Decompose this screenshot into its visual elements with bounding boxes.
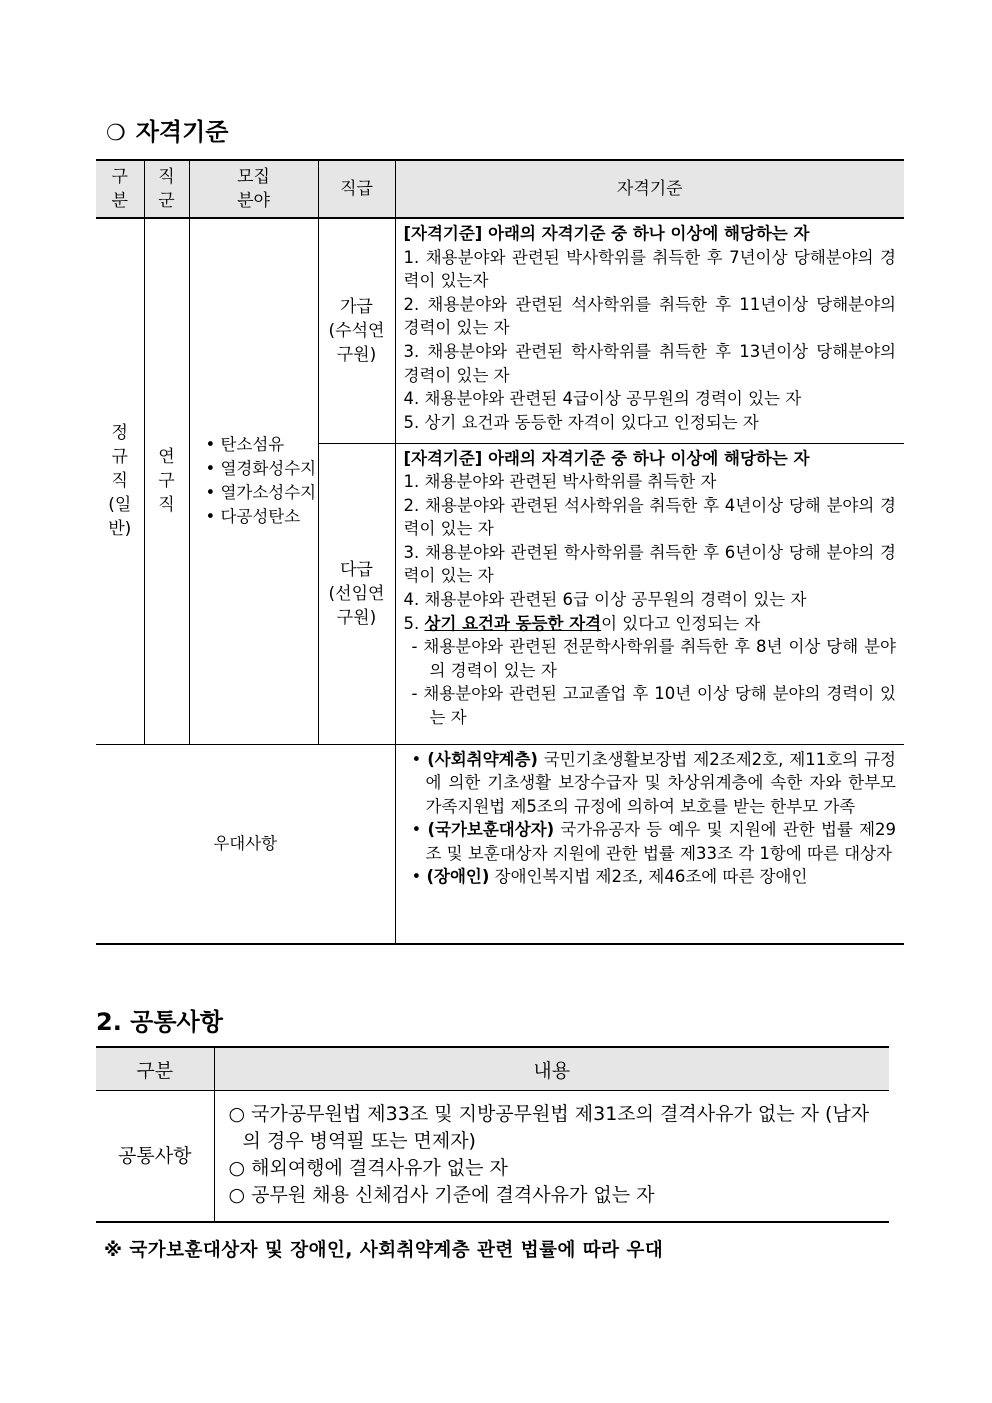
jikgun-cell: 연 구 직 [144, 218, 189, 744]
preference-label: 우대사항 [96, 744, 395, 944]
table-row [96, 744, 904, 944]
list-item: • (국가보훈대상자) 국가유공자 등 예우 및 지원에 관한 법률 제29조 및 보훈대상자 지원에 관한 법률 제33조 각 1항에 따른 대상자 [411, 820, 897, 863]
list-item: ○ 해외여행에 결격사유가 없는 자 [228, 1157, 508, 1179]
table-row [96, 218, 904, 443]
grade-cell: 다급 (선임연 구원) [318, 443, 395, 744]
list-item: 5. 상기 요건과 동등한 자격이 있다고 인정되는 자 [403, 613, 761, 633]
list-item: 4. 채용분야와 관련된 4급이상 공무원의 경력이 있는 자 [403, 389, 802, 409]
list-item: 3. 채용분야와 관련된 학사학위를 취득한 후 6년이상 당해 분야의 경력이 있는 자 [403, 542, 896, 586]
list-item: • 열경화성수지 [205, 459, 317, 479]
header-row [96, 160, 904, 218]
section-title [106, 112, 228, 147]
list-item: 2. 채용분야와 관련된 석사학위을 취득한 후 4년이상 당해 분야의 경력이 있는 자 [403, 495, 896, 539]
list-item: 2. 채용분야와 관련된 석사학위를 취득한 후 11년이상 당해분야의 경력이 있는 자 [403, 294, 896, 338]
list-item: - 채용분야와 관련된 고교졸업 후 10년 이상 당해 분야의 경력이 있는 자 [411, 684, 896, 728]
criteria-cell [395, 218, 904, 443]
common-content [214, 1091, 889, 1223]
header-content: 내용 [214, 1047, 889, 1091]
criteria-heading: [자격기준] 아래의 자격기준 중 하나 이상에 해당하는 자 [403, 448, 810, 468]
field-cell [189, 218, 318, 744]
header-gubun: 구 분 [96, 160, 144, 218]
list-item: 4. 채용분야와 관련된 6급 이상 공무원의 경력이 있는 자 [403, 590, 807, 610]
list-item: • 탄소섬유 [205, 435, 285, 455]
qualification-table [96, 159, 904, 945]
list-item: 5. 상기 요건과 동등한 자격이 있다고 인정되는 자 [403, 412, 759, 432]
list-item: • 열가소성수지 [205, 483, 317, 503]
footnote: ※ 국가보훈대상자 및 장애인, 사회취약계층 관련 법률에 따라 우대 [104, 1240, 664, 1261]
header-criteria: 자격기준 [395, 160, 904, 218]
list-item: • 다공성탄소 [205, 507, 301, 527]
criteria-heading: [자격기준] 아래의 자격기준 중 하나 이상에 해당하는 자 [403, 224, 810, 243]
list-item: 1. 채용분야와 관련된 박사학위를 취득한 후 7년이상 당해분야의 경력이 있는자 [403, 247, 896, 291]
section-title-text: 자격기준 [135, 118, 229, 146]
header-grade: 직급 [318, 160, 395, 218]
common-table [96, 1046, 889, 1223]
header-field: 모집 분야 [189, 160, 318, 218]
preference-cell [395, 744, 904, 944]
list-item: - 채용분야와 관련된 전문학사학위를 취득한 후 8년 이상 당해 분야의 경력이 있는 자 [411, 637, 896, 680]
grade-cell: 가급 (수석연 구원) [318, 218, 395, 443]
section2-title: 2. 공통사항 [96, 1008, 223, 1036]
table-row [96, 1091, 889, 1223]
criteria-cell [395, 443, 904, 744]
common-label: 공통사항 [96, 1091, 214, 1223]
header-gubun: 구분 [96, 1047, 214, 1091]
list-item: • (사회취약계층) 국민기초생활보장법 제2조제2호, 제11호의 규정에 의한 기초생활 보장수급자 및 차상위계층에 속한 자와 한부모가족지원법 제5조의 규정에 의하여 보호를 받는 한부모 가족 [411, 749, 896, 816]
list-item: ○ 공무원 채용 신체검사 기준에 결격사유가 없는 자 [228, 1184, 655, 1206]
header-row [96, 1047, 889, 1091]
list-item: 3. 채용분야와 관련된 학사학위를 취득한 후 13년이상 당해분야의 경력이 있는 자 [403, 341, 896, 385]
list-item: ○ 국가공무원법 제33조 및 지방공무원법 제31조의 결격사유가 없는 자 (남자의 경우 병역필 또는 면제자) [228, 1103, 870, 1152]
circle-bullet-icon: ❍ [106, 121, 126, 146]
list-item: • (장애인) 장애인복지법 제2조, 제46조에 따른 장애인 [411, 867, 808, 887]
list-item: 1. 채용분야와 관련된 박사학위를 취득한 자 [403, 472, 717, 492]
header-jikgun: 직 군 [144, 160, 189, 218]
gubun-cell: 정 규 직 (일 반) [96, 218, 144, 744]
